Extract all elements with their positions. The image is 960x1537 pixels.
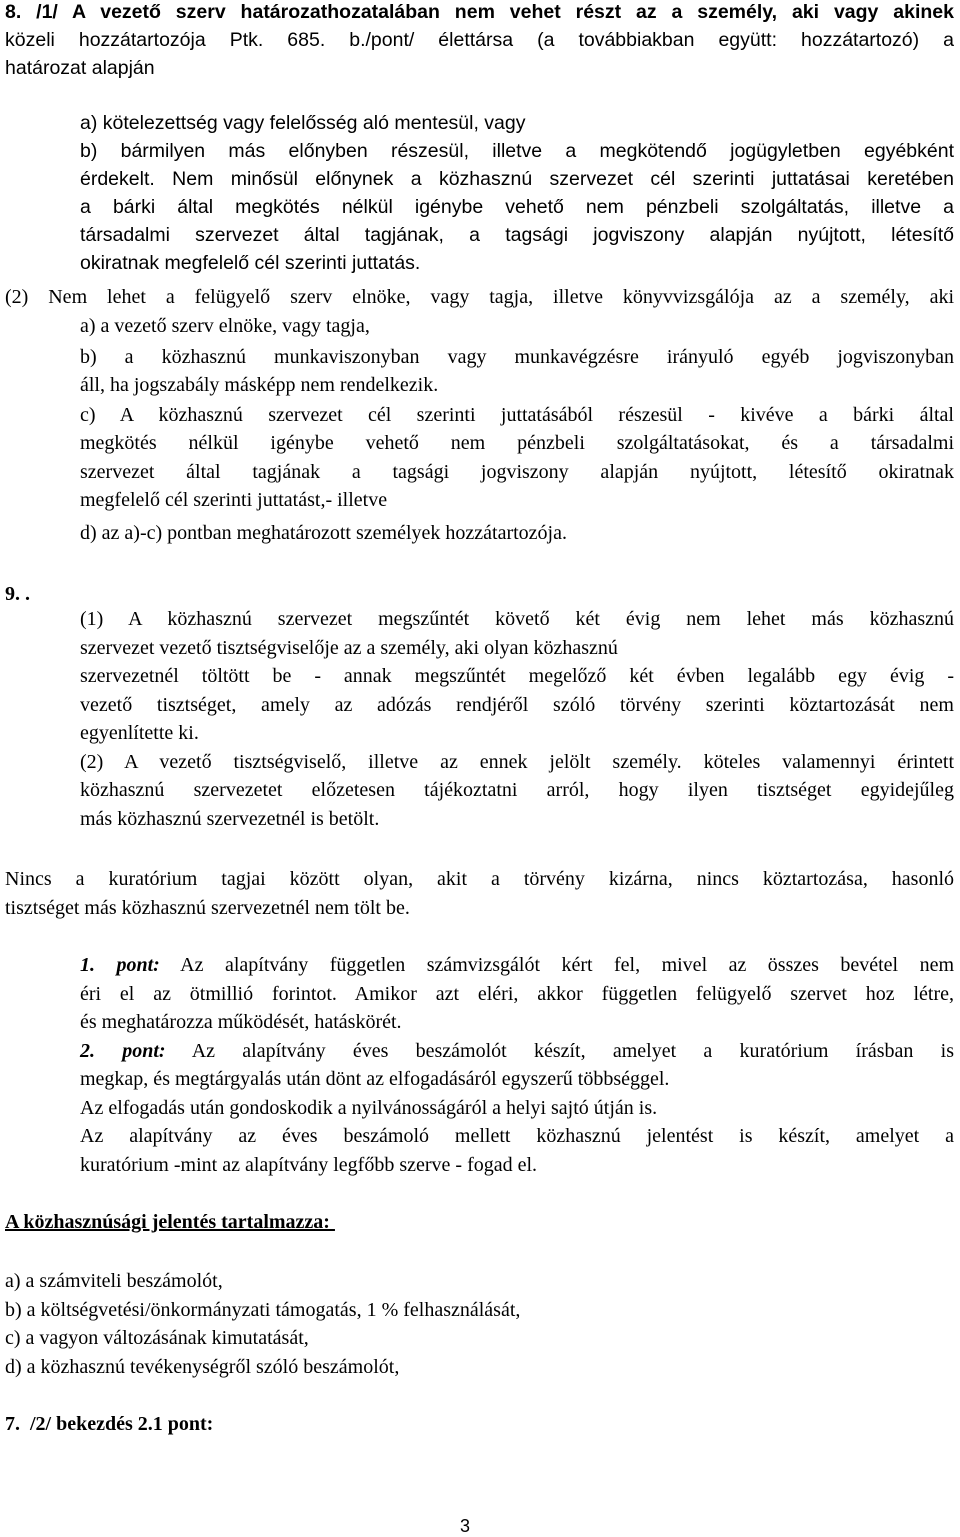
point-1-line-3: és meghatározza működését, hatáskörét.: [80, 1011, 402, 1033]
section-9-p2-line-2: közhasznú szervezetet előzetesen tájékoztatni arról, hogy ilyen tisztséget egyidejűleg: [80, 779, 954, 801]
section-8-heading: [0, 0, 960, 82]
section-9-number: 9. .: [5, 583, 30, 605]
point-2-line-4: Az alapítvány az éves beszámoló mellett közhasznú jelentést is készít, amelyet a: [80, 1125, 954, 1147]
point-2-line-2: megkap, és megtárgyalás után dönt az elfogadásáról egyszerű többséggel.: [80, 1068, 670, 1090]
section-9-p1-line-5: egyenlítette ki.: [80, 722, 199, 744]
paragraph-2-intro-line: (2) Nem lehet a felügyelő szerv elnöke, vagy tagja, illetve könyvvizsgálója az a személy, aki: [5, 286, 954, 308]
section-9-p2-line-1: (2) A vezető tisztségviselő, illetve az ennek jelölt személy. köteles valamennyi érintett: [80, 750, 954, 773]
paragraph-2-item-b-line-2: áll, ha jogszabály másképp nem rendelkezik.: [80, 374, 439, 396]
paragraph-2-item-c-line-2: megkötés nélkül igénybe vehető nem pénzbeli szolgáltatásokat, és a társadalmi: [80, 432, 954, 454]
section-9-body: [0, 605, 960, 833]
section-8-item-a: a) kötelezettség vagy felelősség aló mentesül, vagy: [80, 112, 526, 134]
section-9-p1-line-2: szervezet vezető tisztségviselője az a személy, aki olyan közhasznú: [80, 636, 618, 659]
section-8-item-b-line-5: okiratnak megfelelő cél szerinti juttatás.: [80, 252, 421, 274]
paragraph-2-intro: [0, 283, 960, 312]
kuratorium-statement-line-1: Nincs a kuratórium tagjai között olyan, akit a törvény kizárna, nincs köztartozása, hasonló: [5, 868, 954, 890]
report-items: [0, 1267, 960, 1381]
section-8-items: [0, 109, 960, 277]
report-item: d) a közhasznú tevékenységről szóló beszámolót,: [5, 1355, 400, 1378]
section-8-item-b-line-1: b) bármilyen más előnyben részesül, illetve a megkötendő jogügyletben egyébként: [80, 140, 954, 162]
paragraph-2-items: [0, 312, 960, 547]
point-2-line-5: kuratórium -mint az alapítvány legfőbb szerve - fogad el.: [80, 1153, 538, 1176]
kuratorium-statement-line-2: tisztséget más közhasznú szervezetnél nem tölt be.: [5, 896, 410, 919]
section-9-p1-line-4: vezető tisztséget, amely az adózás rendjéről szóló törvény szerinti köztartozását nem: [80, 693, 954, 716]
points-block: [0, 951, 960, 1179]
section-9-p2-line-3: más közhasznú szervezetnél is betölt.: [80, 807, 380, 830]
section-9-p1-line-3: szervezetnél töltött be - annak megszűntét megelőző két évben legalább egy évig -: [80, 665, 954, 687]
section-8-item-b-rest: Nem minősül előnynek a közhasznú szervezet cél szerinti juttatásai keretében: [172, 168, 954, 190]
point-2-line-3: Az elfogadás után gondoskodik a nyilvánosságáról a helyi sajtó útján is.: [80, 1096, 658, 1119]
report-heading-row: [0, 1208, 960, 1237]
paragraph-2-item-a: a) a vezető szerv elnöke, vagy tagja,: [80, 315, 370, 337]
point-1-text: Az alapítvány független számvizsgálót kért fel, mivel az összes bevétel nem: [159, 954, 954, 976]
paragraph-2-item-c-line-1: c) A közhasznú szervezet cél szerinti juttatásából részesül - kivéve a bárki által: [80, 403, 954, 426]
paragraph-2-item-d: d) az a)-c) pontban meghatározott személyek hozzátartozója.: [80, 521, 567, 544]
report-item: b) a költségvetési/önkormányzati támogatás, 1 % felhasználását,: [5, 1298, 521, 1321]
section-8-line-1: 8. /1/ A vezető szerv határozathozatalában nem vehet részt az a személy, aki vagy akinek: [5, 1, 954, 23]
paragraph-2-item-c-line-3: szervezet által tagjának a tagsági jogviszony alapján nyújtott, létesítő okiratnak: [80, 460, 954, 483]
point-2-text: Az alapítvány éves beszámolót készít, amelyet a kuratórium írásban is: [165, 1039, 954, 1062]
report-item: a) a számviteli beszámolót,: [5, 1270, 223, 1292]
point-2-label: 2. pont:: [80, 1039, 166, 1062]
kuratorium-statement: [0, 865, 960, 922]
section-8-item-b-line-4: társadalmi szervezet által tagjának, a tagsági jogviszony alapján nyújtott, létesítő: [80, 224, 954, 246]
section-8-item-b-line-3: a bárki által megkötés nélkül igénybe vehető nem pénzbeli szolgáltatás, illetve a: [80, 196, 954, 218]
report-heading: A közhasznúsági jelentés tartalmazza:: [5, 1211, 335, 1233]
section-8-item-b-line-2: [80, 165, 954, 193]
section-8-item-b-start: érdekelt.: [80, 168, 173, 190]
section-8-line-3: határozat alapján: [5, 57, 155, 79]
footer-heading: 7. /2/ bekezdés 2.1 pont:: [5, 1413, 214, 1435]
report-item: c) a vagyon változásának kimutatását,: [5, 1327, 309, 1349]
section-8-line-2: közeli hozzátartozója Ptk. 685. b./pont/ élettársa (a továbbiakban együtt: hozzátartozó) a: [5, 29, 954, 51]
point-1-line-2: éri el az ötmillió forintot. Amikor azt eléri, akkor független felügyelő szervet hoz létre,: [80, 982, 954, 1005]
section-9-p1-line-1: (1) A közhasznú szervezet megszűntét követő két évig nem lehet más közhasznú: [80, 608, 954, 630]
page-number: 3: [460, 1516, 471, 1536]
point-2-line-1: [80, 1037, 954, 1066]
footer-heading-row: [0, 1410, 960, 1439]
point-1-line-1: [80, 951, 954, 980]
paragraph-2-item-c-line-4: megfelelő cél szerinti juttatást,- illetve: [80, 489, 388, 511]
paragraph-2-item-b-line-1: b) a közhasznú munkaviszonyban vagy munkavégzésre irányuló egyéb jogviszonyban: [80, 345, 954, 368]
point-1-label: 1. pont:: [80, 954, 160, 976]
